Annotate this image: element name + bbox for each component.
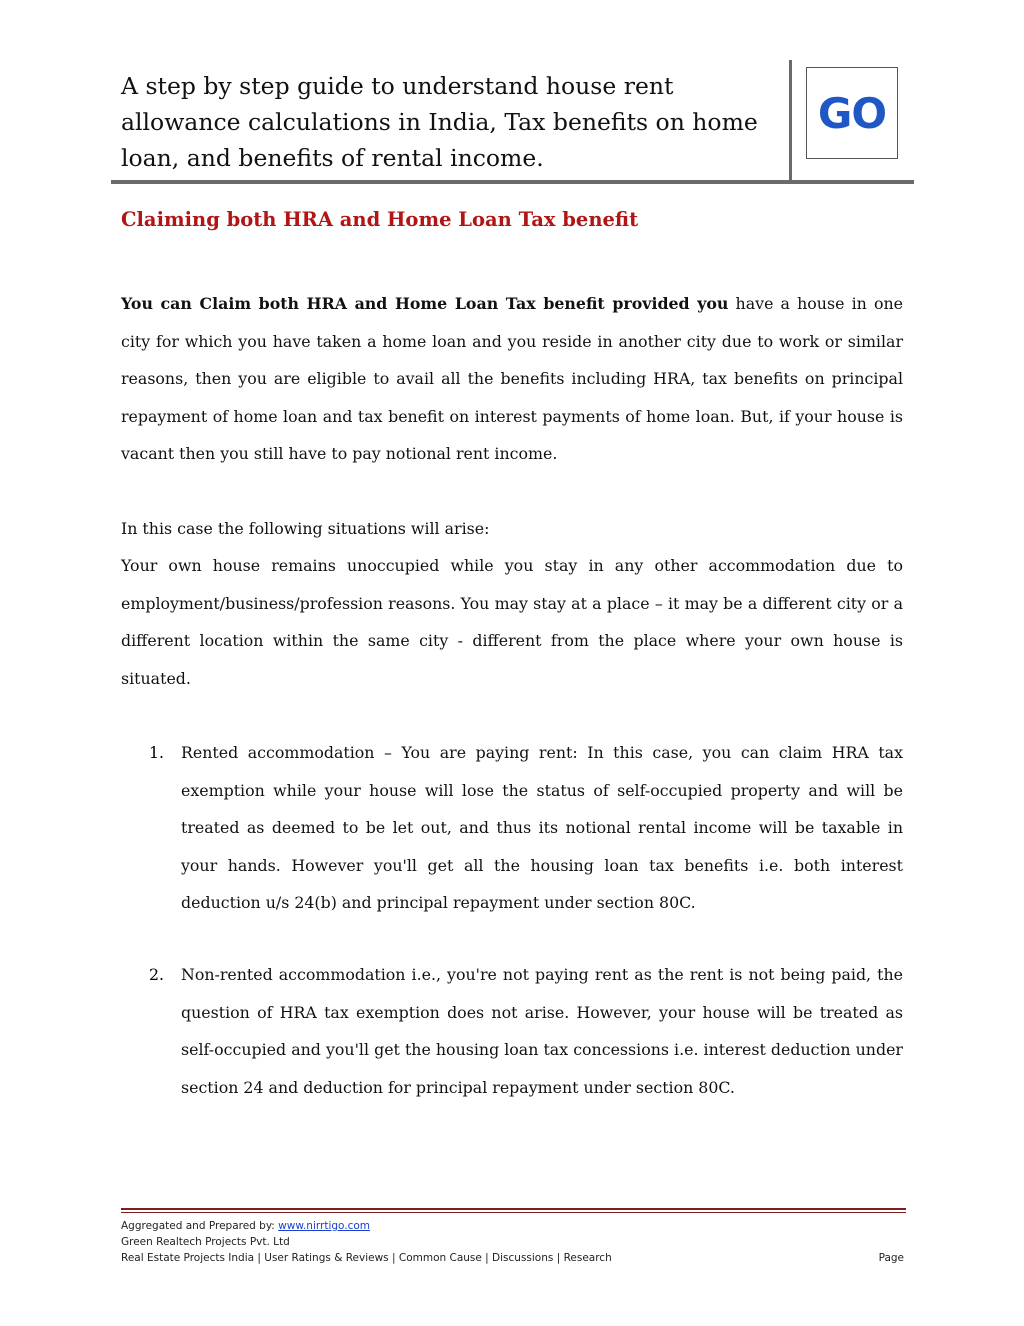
header-rule — [111, 180, 914, 184]
logo-text: GO — [817, 88, 887, 138]
footer-rule — [121, 1208, 906, 1210]
intro-text: have a house in one city for which you have taken a home loan and you reside in another city due to work or similar reasons, then you are eligible to avail all the benefits including HRA, tax benefits on principal repayment of home loan and tax benefit on interest payments of home loan. But, if your house is vacant then you still have to pay notional rent income. — [121, 294, 903, 463]
page-footer — [121, 1218, 904, 1266]
intro-paragraph — [121, 285, 903, 473]
list-number: 2. — [149, 965, 165, 984]
section-heading: Claiming both HRA and Home Loan Tax benefit — [121, 208, 639, 231]
footer-rule-thin — [121, 1212, 906, 1213]
footer-tagline-row — [121, 1250, 904, 1266]
intro-bold-text: You can Claim both HRA and Home Loan Tax benefit provided you — [121, 294, 729, 313]
situations-intro: In this case the following situations will arise: — [121, 519, 490, 538]
footer-tagline: Real Estate Projects India | User Ratings & Reviews | Common Cause | Discussions | Research — [121, 1252, 612, 1264]
list-text: Non-rented accommodation i.e., you're not paying rent as the rent is not being paid, the question of HRA tax exemption does not arise. However, your house will be treated as self-occupied and you'll get the housing loan tax concessions i.e. interest deduction under section 24 and deduction for principal repayment under section 80C. — [181, 965, 903, 1097]
footer-company: Green Realtech Projects Pvt. Ltd — [121, 1236, 290, 1248]
document-title: A step by step guide to understand house rent allowance calculations in India, Tax benefits on home loan, and benefits of rental income. — [121, 72, 758, 172]
footer-page-label: Page — [878, 1252, 904, 1264]
list-text: Rented accommodation – You are paying rent: In this case, you can claim HRA tax exemption while your house will lose the status of self-occupied property and will be treated as deemed to be let out, and thus its notional rental income will be taxable in your hands. However you'll get all the housing loan tax benefits i.e. both interest deduction u/s 24(b) and principal repayment under section 80C. — [181, 743, 903, 912]
list-item — [121, 734, 903, 922]
footer-website-link[interactable]: www.nirrtigo.com — [278, 1220, 371, 1232]
go-logo — [806, 67, 898, 159]
situations-body: Your own house remains unoccupied while you stay in any other accommodation due to employment/business/profession reasons. You may stay at a place – it may be a different city or a different location within the same city - different from the place where your own house is situated. — [121, 556, 903, 688]
list-number: 1. — [149, 743, 165, 762]
header-divider — [789, 60, 792, 184]
list-item — [121, 956, 903, 1106]
footer-prepared-label: Aggregated and Prepared by: — [121, 1220, 279, 1232]
footer-prepared-line — [121, 1218, 904, 1234]
